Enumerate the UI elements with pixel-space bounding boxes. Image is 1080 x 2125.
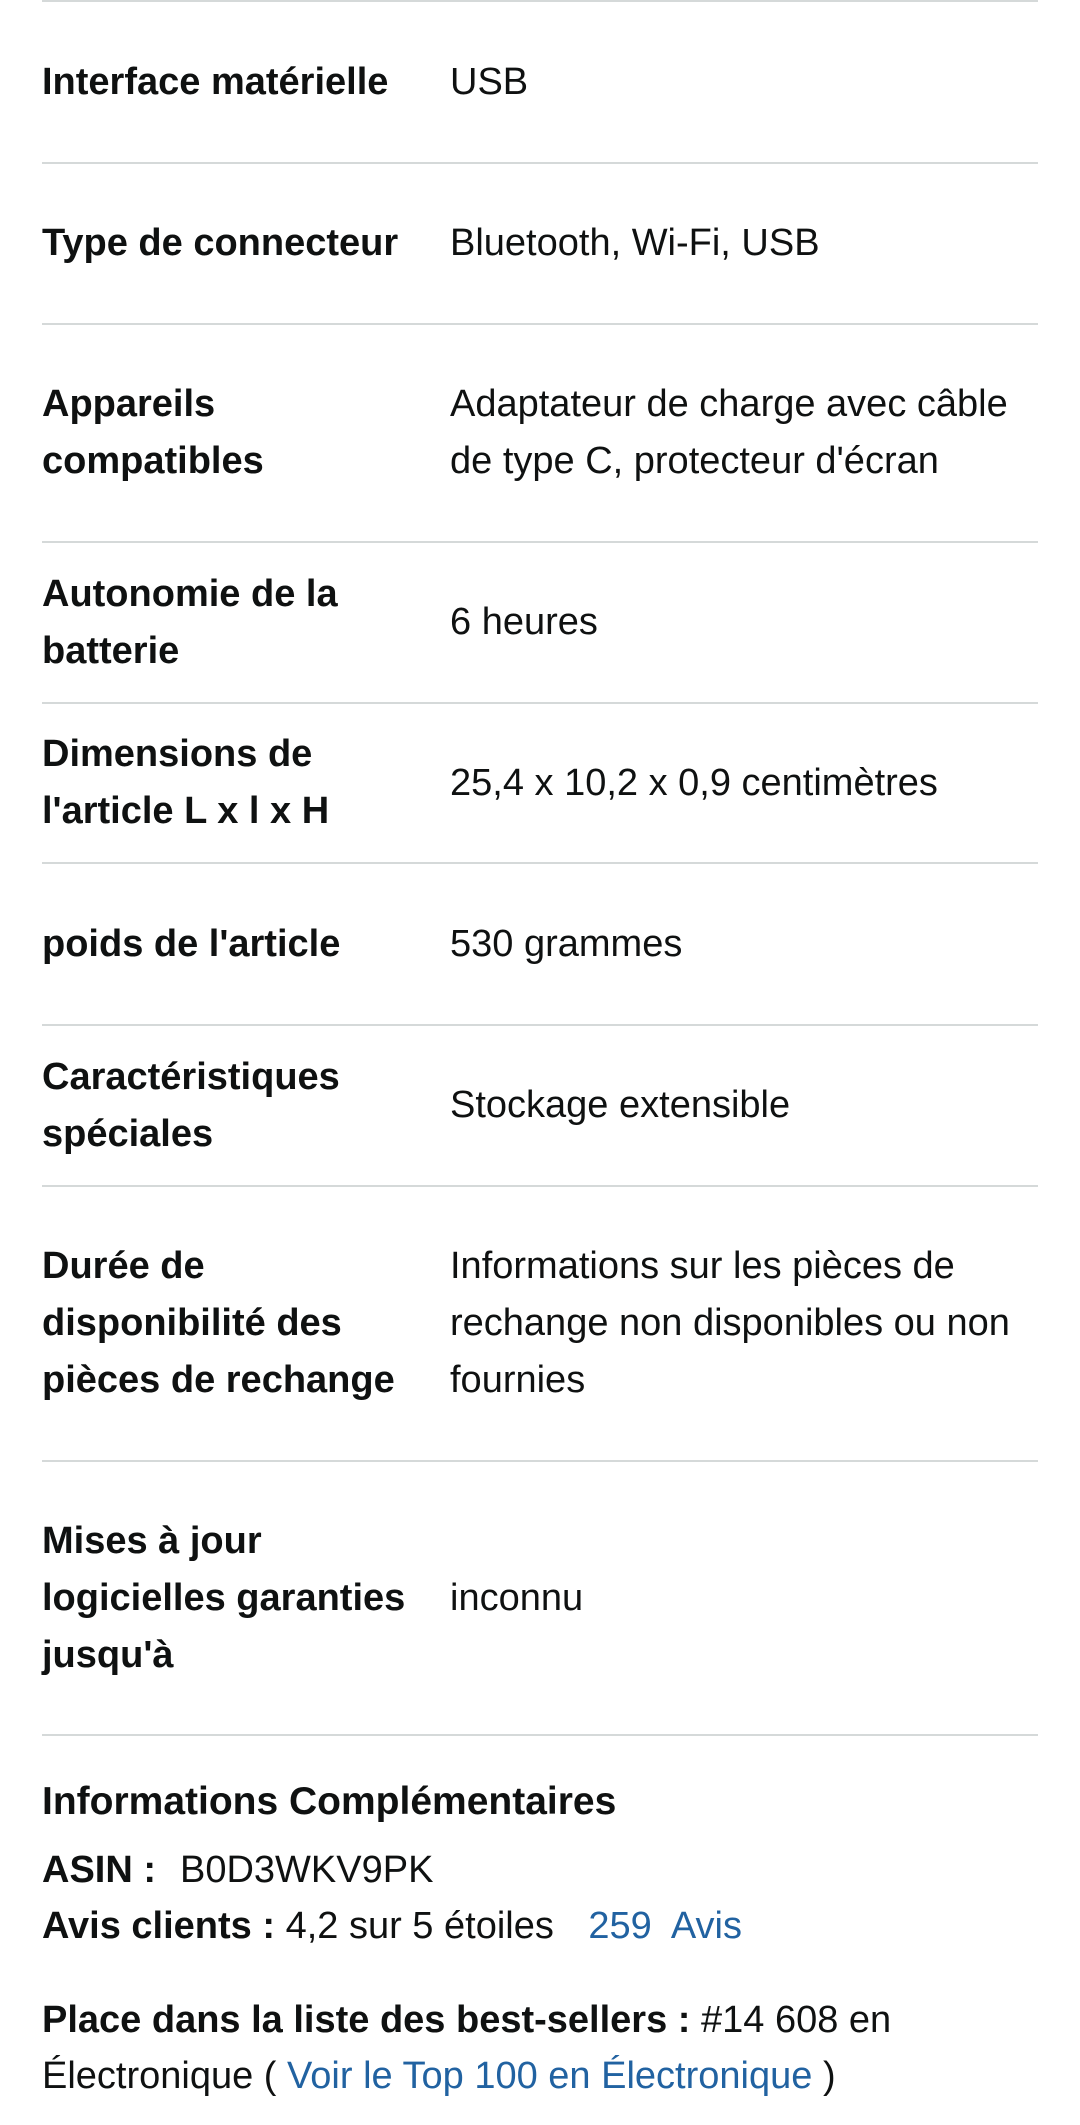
spec-label: Type de connecteur bbox=[42, 222, 399, 264]
spec-label: Appareils compatibles bbox=[42, 383, 264, 482]
spec-label: Autonomie de la batterie bbox=[42, 572, 338, 672]
spec-value: USB bbox=[450, 60, 529, 103]
spec-row-spare-parts-availability bbox=[42, 1187, 1038, 1462]
asin-line bbox=[42, 1842, 1038, 1898]
reviews-link[interactable] bbox=[588, 1905, 742, 1947]
spec-label: Durée de disponibilité des pièces de rechange bbox=[42, 1245, 395, 1401]
spec-row-hardware-interface bbox=[42, 2, 1038, 164]
customer-reviews-line bbox=[42, 1898, 1038, 1954]
spec-label: poids de l'article bbox=[42, 922, 341, 965]
spec-value: inconnu bbox=[450, 1576, 584, 1619]
spec-label: Caractéristiques spéciales bbox=[42, 1055, 340, 1155]
spec-row-dimensions bbox=[42, 704, 1038, 864]
reviews-word: Avis bbox=[670, 1905, 742, 1947]
spec-value: Informations sur les pièces de rechange non disponibles ou non fournies bbox=[450, 1245, 1010, 1401]
spec-value: Stockage extensible bbox=[450, 1084, 791, 1126]
section-title: Informations Complémentaires bbox=[42, 1780, 617, 1823]
best-sellers-rank bbox=[42, 1992, 1038, 2104]
reviews-label: Avis clients : bbox=[42, 1905, 276, 1947]
spec-label: Interface matérielle bbox=[42, 60, 389, 103]
spec-label: Dimensions de l'article L x l x H bbox=[42, 733, 330, 832]
spec-row-software-updates bbox=[42, 1462, 1038, 1736]
additional-information-section bbox=[42, 1736, 1038, 2104]
top-100-link[interactable]: Voir le Top 100 en Électronique bbox=[287, 2055, 813, 2097]
asin-label: ASIN : bbox=[42, 1849, 156, 1891]
spec-row-special-features bbox=[42, 1026, 1038, 1187]
asin-value: B0D3WKV9PK bbox=[180, 1849, 434, 1891]
spec-row-connector-type bbox=[42, 164, 1038, 325]
spec-value: 6 heures bbox=[450, 601, 598, 643]
rank-label: Place dans la liste des best-sellers : bbox=[42, 1999, 691, 2041]
rank-close-paren: ) bbox=[822, 2055, 836, 2097]
rank-value: #14 608 en Électronique ( bbox=[42, 1999, 892, 2097]
spec-value: Bluetooth, Wi-Fi, USB bbox=[450, 222, 820, 264]
spec-row-weight bbox=[42, 864, 1038, 1026]
spec-row-battery-life bbox=[42, 543, 1038, 704]
spec-value: 25,4 x 10,2 x 0,9 centimètres bbox=[450, 761, 938, 804]
spec-value: Adaptateur de charge avec câble de type C, protecteur d'écran bbox=[450, 383, 1008, 482]
spec-label: Mises à jour logicielles garanties jusqu'à bbox=[42, 1519, 406, 1676]
reviews-count: 259 bbox=[588, 1905, 652, 1947]
spec-row-compatible-devices bbox=[42, 325, 1038, 543]
technical-specs-table bbox=[42, 0, 1038, 1736]
spec-value: 530 grammes bbox=[450, 922, 683, 965]
rating-text: 4,2 sur 5 étoiles bbox=[285, 1905, 554, 1947]
